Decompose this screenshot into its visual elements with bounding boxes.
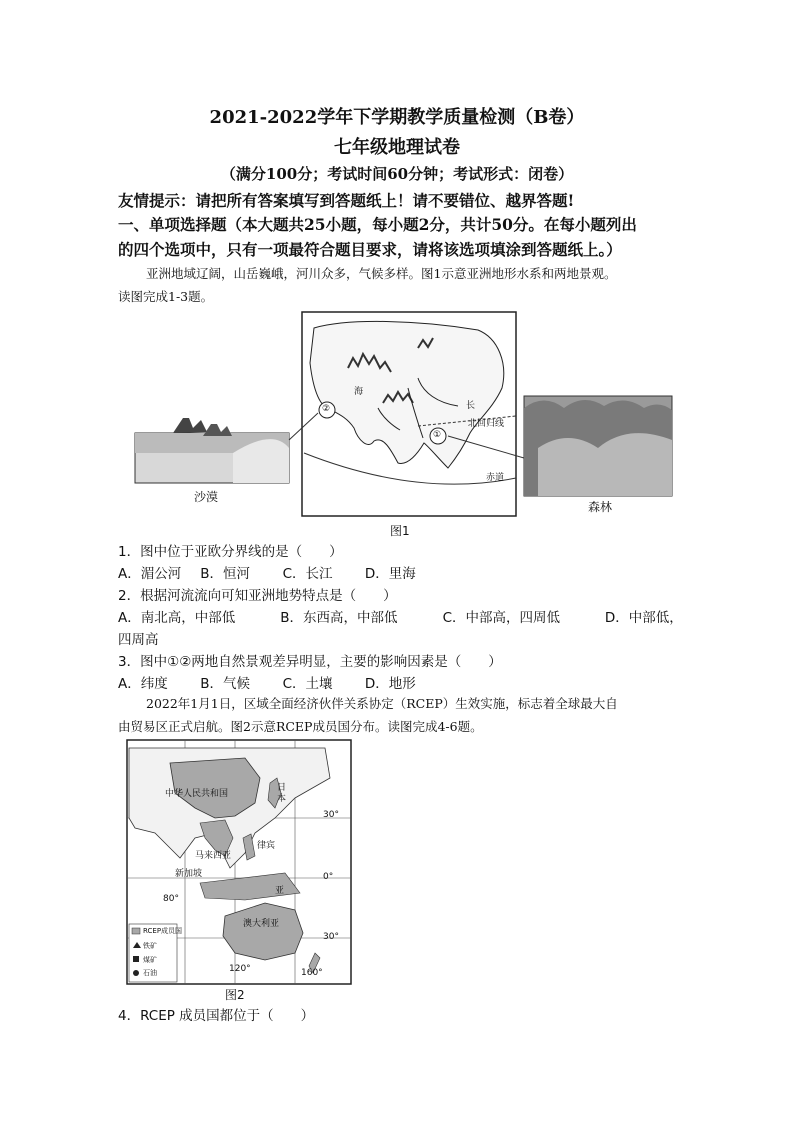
q2-stem: 2．根据河流流向可知亚洲地势特点是（ ） <box>118 588 397 604</box>
section1-line2: 的四个选项中，只有一项最符合题目要求，请将该选项填涂到答题纸上。） <box>118 240 622 259</box>
label-indonesia: 亚 <box>275 886 285 896</box>
lat-30n: 30° <box>323 810 339 820</box>
figure1 <box>118 308 678 538</box>
legend-oil: 石油 <box>143 969 157 977</box>
q1-option-b[interactable]: B．恒河 <box>200 566 251 582</box>
legend-member: RCEP成员国 <box>143 927 183 935</box>
q1-options <box>118 562 443 582</box>
q2-option-b[interactable]: B．东西高，中部低 <box>280 610 398 626</box>
desert-label: 沙漠 <box>194 490 219 504</box>
notice: 友情提示：请把所有答案填写到答题纸上！请不要错位、越界答题! <box>118 191 575 210</box>
section1-line1: 一、单项选择题（本大题共25小题，每小题2分，共计50分。在每小题列出 <box>118 215 637 234</box>
lon-80: 80° <box>163 894 179 904</box>
tropic-label: 北回归线 <box>468 419 505 429</box>
q2-option-c[interactable]: C．中部高，四周低 <box>442 610 561 626</box>
q3-stem: 3．图中①②两地自然景观差异明显，主要的影响因素是（ ） <box>118 654 502 670</box>
label-singapore: 新加坡 <box>175 869 203 879</box>
hai-label: 海 <box>354 387 364 397</box>
lon-120: 120° <box>229 964 251 974</box>
intro2-line1: 2022年1月1日，区域全面经济伙伴关系协定（RCEP）生效实施，标志着全球最大自 <box>146 696 618 711</box>
q3-options <box>118 672 443 692</box>
exam-subtitle: 七年级地理试卷 <box>334 137 460 158</box>
chang-label: 长 <box>466 401 476 411</box>
intro2-line2: 由贸易区正式启航。图2示意RCEP成员国分布。读图完成4-6题。 <box>118 719 483 734</box>
q1-option-c[interactable]: C．长江 <box>282 566 333 582</box>
q1-stem: 1．图中位于亚欧分界线的是（ ） <box>118 544 343 560</box>
label-china: 中华人民共和国 <box>165 789 229 799</box>
lat-30s: 30° <box>323 932 339 942</box>
q3-option-b[interactable]: B．气候 <box>200 676 251 692</box>
q1-option-d[interactable]: D．里海 <box>364 566 416 582</box>
forest-label: 森林 <box>588 500 613 514</box>
label-japan: 日本 <box>277 783 287 804</box>
marker-1: ① <box>433 430 442 440</box>
q3-option-a[interactable]: A．纬度 <box>118 676 168 692</box>
label-philippines: 律宾 <box>257 841 276 851</box>
intro1-line2: 读图完成1-3题。 <box>118 289 214 304</box>
lat-0: 0° <box>323 872 334 882</box>
q2-options <box>118 606 687 626</box>
figure1-caption: 图1 <box>390 524 410 538</box>
q2-option-d-continuation: 四周高 <box>118 632 159 648</box>
exam-title: 2021-2022学年下学期教学质量检测（B卷） <box>209 107 585 128</box>
legend-iron: 铁矿 <box>143 942 157 950</box>
q1-option-a[interactable]: A．湄公河 <box>118 566 182 582</box>
legend-coal: 煤矿 <box>143 956 157 964</box>
q3-option-c[interactable]: C．土壤 <box>282 676 333 692</box>
label-malaysia: 马来西亚 <box>195 851 232 861</box>
exam-info: （满分100分；考试时间60分钟；考试形式：闭卷） <box>220 165 574 183</box>
q4-stem: 4．RCEP 成员国都位于（ ） <box>118 1008 315 1024</box>
figure2-drawing <box>125 738 353 1000</box>
intro1-line1: 亚洲地域辽阔，山岳巍峨，河川众多，气候多样。图1示意亚洲地形水系和两地景观。 <box>146 266 617 281</box>
q2-option-a[interactable]: A．南北高，中部低 <box>118 610 236 626</box>
q2-option-d[interactable]: D．中部低， <box>604 610 683 626</box>
marker-2: ② <box>322 404 331 414</box>
figure2 <box>125 738 353 1000</box>
figure2-caption: 图2 <box>225 988 245 1002</box>
equator-label: 赤道 <box>486 473 505 483</box>
label-australia: 澳大利亚 <box>243 919 280 929</box>
q3-option-d[interactable]: D．地形 <box>364 676 416 692</box>
lon-160: 160° <box>301 968 323 978</box>
